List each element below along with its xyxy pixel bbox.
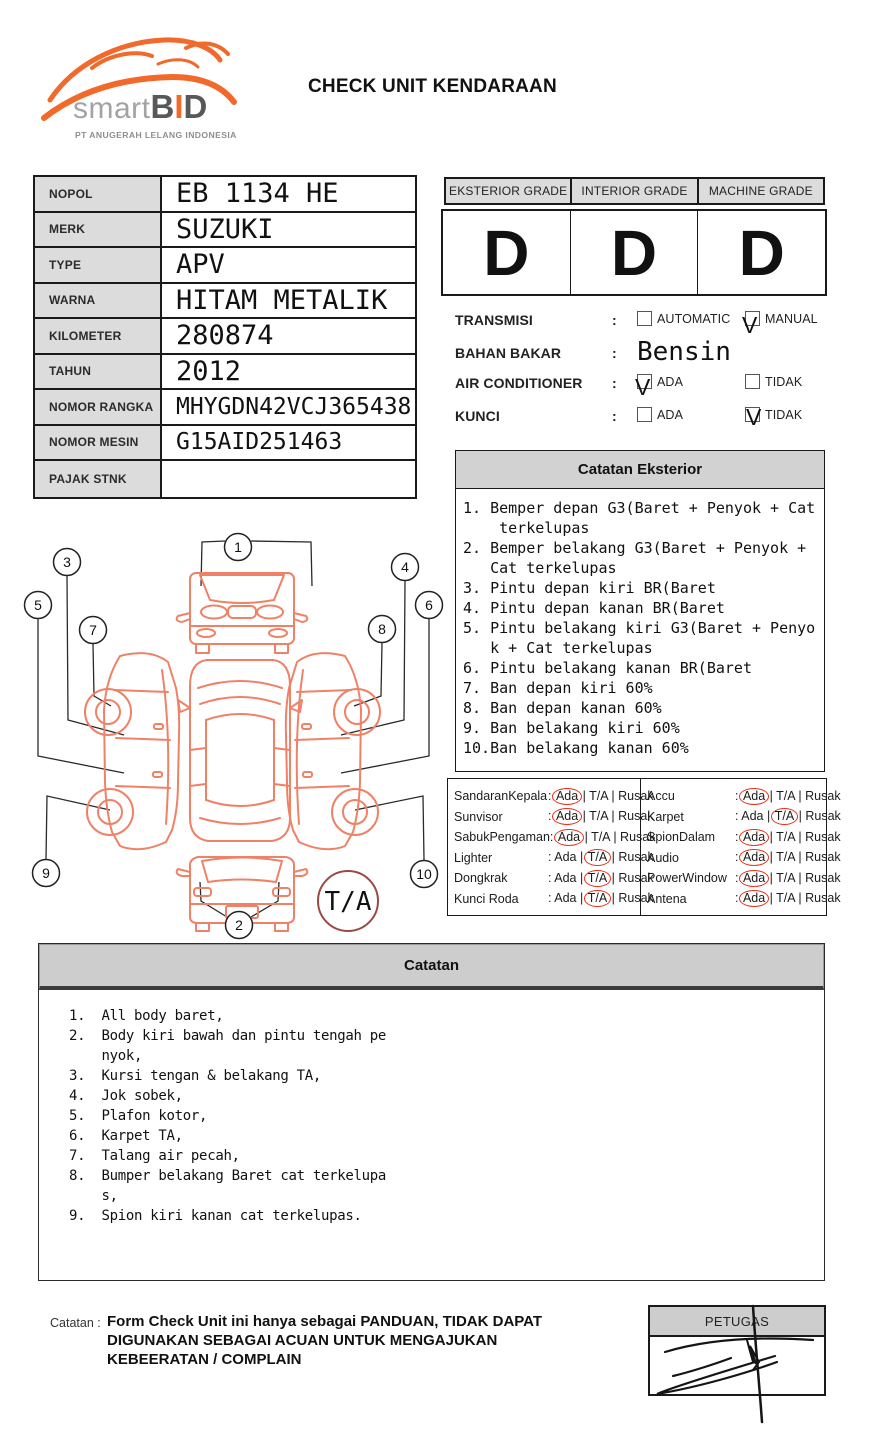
list-item: Antena : Ada | T/A | Rusak [647, 891, 841, 906]
option-rusak: Rusak [805, 891, 841, 906]
air-conditioner-row [455, 373, 827, 400]
row-label: NOPOL [35, 177, 162, 211]
automatic-checkbox [637, 311, 652, 326]
kunci-label: KUNCI [455, 408, 500, 424]
option-ta: T/A [771, 808, 798, 825]
manual-checkbox [742, 311, 760, 338]
table-row [35, 426, 415, 462]
option-rusak: Rusak [620, 829, 656, 844]
option-ada: Ada [552, 788, 582, 805]
option-rusak: Rusak [618, 850, 654, 865]
option-ada: Ada [739, 890, 769, 907]
svg-text:5: 5 [34, 597, 42, 613]
interior-grade-header: INTERIOR GRADE [572, 179, 698, 203]
number-markers [25, 534, 443, 939]
marker-1 [225, 534, 252, 561]
colon: : [612, 312, 617, 328]
option-ada: Ada [554, 891, 577, 906]
row-label: WARNA [35, 284, 162, 318]
grades-value-row [441, 209, 827, 296]
row-label: PAJAK STNK [35, 461, 162, 497]
kunci-ada-checkbox [637, 407, 652, 422]
kunci-tidak-checkbox [745, 404, 762, 430]
type-value: APV [176, 249, 225, 281]
automatic-choice [637, 311, 730, 326]
brand-d: D [183, 88, 208, 125]
colon: : [612, 345, 617, 361]
list-item: SandaranKepala : Ada | T/A | Rusak [454, 788, 654, 804]
transmisi-label: TRANSMISI [455, 312, 533, 328]
grades-header-row [444, 177, 825, 205]
vehicle-info-table [33, 175, 417, 499]
option-ada: Ada [739, 788, 769, 805]
kilometer-value: 280874 [176, 320, 274, 352]
car-right-side-view [286, 653, 380, 849]
option-rusak: Rusak [618, 891, 654, 906]
svg-text:9: 9 [42, 865, 50, 881]
catatan-eksterior-box [455, 450, 825, 772]
equipment-checklist [447, 778, 841, 916]
machine-grade-header: MACHINE GRADE [708, 184, 813, 198]
option-ta: T/A [776, 829, 795, 844]
manual-choice [742, 311, 818, 338]
interior-grade-value: D [571, 211, 699, 294]
option-ta: T/A [776, 891, 795, 906]
marker-10 [411, 861, 438, 888]
option-rusak: Rusak [805, 829, 841, 844]
ac-ada-checkbox [635, 374, 652, 400]
kunci-tidak-label: TIDAK [765, 407, 803, 422]
eksterior-grade-header: EKSTERIOR GRADE [446, 179, 572, 203]
svg-text:10: 10 [416, 866, 432, 882]
table-row [35, 319, 415, 355]
list-item: Sunvisor : Ada | T/A | Rusak [454, 809, 654, 824]
catatan-eksterior-list: 1. Bemper depan G3(Baret + Penyok + Cat terkelupas 2. Bemper belakang G3(Baret + Penyok + Cat terkelupas 3. Pintu depan kiri BR(Baret 4. Pintu depan kanan BR(Baret 5. Pintu belakang kiri G3(Baret + Penyo k + Cat terkelupas 6. Pintu belakang kanan BR(Baret 7. Ban depan kiri 60% 8. Ban depan kanan 60% 9. Ban belakang kiri 60% 10.Ban belakang kanan 60% [463, 499, 816, 757]
marker-8 [369, 616, 396, 643]
nopol-value: EB 1134 HE [176, 178, 339, 210]
option-ta: T/A [589, 809, 608, 824]
svg-text:2: 2 [235, 917, 243, 933]
list-item: Lighter : Ada | T/A | Rusak [454, 850, 654, 865]
row-label: TYPE [35, 248, 162, 282]
option-ta: T/A [591, 829, 610, 844]
table-row [35, 355, 415, 391]
nomor-mesin-value: G15AID251463 [176, 429, 343, 456]
tahun-value: 2012 [176, 355, 242, 387]
svg-text:8: 8 [378, 621, 386, 637]
option-ada: Ada [554, 850, 577, 865]
option-ada: Ada [739, 829, 769, 846]
list-item: Dongkrak : Ada | T/A | Rusak [454, 870, 654, 886]
colon: : [612, 375, 617, 391]
row-label: KILOMETER [35, 319, 162, 353]
option-ta: T/A [776, 788, 795, 803]
marker-9 [33, 860, 60, 887]
smartbid-logo [40, 26, 250, 162]
air-conditioner-label: AIR CONDITIONER [455, 375, 583, 391]
brand-smart: smart [73, 92, 151, 125]
kunci-ada-choice [637, 407, 683, 422]
catatan-eksterior-title: Catatan Eksterior [456, 451, 824, 489]
option-rusak: Rusak [805, 809, 841, 824]
ac-tidak-checkbox [745, 374, 760, 389]
pajak-stnk-value [162, 461, 415, 497]
option-ta: T/A [584, 890, 611, 907]
manual-label: MANUAL [765, 311, 818, 326]
table-row [35, 177, 415, 213]
option-ada: Ada [739, 849, 769, 866]
car-top-view [178, 660, 302, 841]
brand-b: B [150, 88, 175, 125]
marker-3 [54, 549, 81, 576]
bahan-bakar-label: BAHAN BAKAR [455, 345, 562, 361]
eksterior-grade-value: D [443, 211, 571, 294]
kunci-ada-label: ADA [657, 407, 684, 422]
svg-text:T/A: T/A [324, 887, 372, 917]
ta-stamp [318, 871, 378, 931]
table-row [35, 213, 415, 249]
option-rusak: Rusak [805, 788, 841, 803]
nomor-rangka-value: MHYGDN42VCJ365438 [176, 393, 412, 420]
svg-text:4: 4 [401, 559, 409, 575]
ac-tidak-choice [745, 374, 802, 389]
row-label: MERK [35, 213, 162, 247]
checklist-left-column [448, 779, 656, 915]
option-ada: Ada [552, 808, 582, 825]
option-ada: Ada [554, 829, 584, 846]
svg-text:3: 3 [63, 554, 71, 570]
catatan-title: Catatan [39, 944, 824, 990]
table-row [35, 284, 415, 320]
row-label: TAHUN [35, 355, 162, 389]
kunci-row [455, 406, 827, 428]
machine-grade-value: D [738, 216, 785, 289]
row-label: NOMOR MESIN [35, 426, 162, 460]
marker-7 [80, 617, 107, 644]
petugas-title: PETUGAS [650, 1307, 824, 1337]
leader-lines [38, 541, 429, 917]
marker-2 [226, 912, 253, 939]
checklist-right-column [641, 779, 841, 915]
brand-i: I [174, 88, 184, 125]
option-rusak: Rusak [618, 870, 654, 885]
page-title: CHECK UNIT KENDARAAN [308, 76, 557, 97]
list-item: SabukPengaman : Ada | T/A | Rusak [454, 829, 656, 845]
option-ta: T/A [589, 788, 608, 803]
kunci-tidak-choice [745, 404, 803, 430]
check-mark: V [635, 374, 651, 400]
row-label: NOMOR RANGKA [35, 390, 162, 424]
ac-tidak-label: TIDAK [765, 374, 803, 389]
marker-5 [25, 592, 52, 619]
option-ada: Ada [554, 870, 577, 885]
list-item: SpionDalam : Ada | T/A | Rusak [647, 829, 841, 845]
svg-text:6: 6 [425, 597, 433, 613]
option-rusak: Rusak [618, 809, 654, 824]
brand-tagline: PT ANUGERAH LELANG INDONESIA [75, 130, 237, 140]
check-mark: V [742, 312, 758, 338]
marker-4 [392, 554, 419, 581]
colon: : [612, 408, 617, 424]
table-row [35, 461, 415, 497]
list-item: Kunci Roda : Ada | T/A | Rusak [454, 891, 654, 906]
list-item: PowerWindow : Ada | T/A | Rusak [647, 870, 841, 886]
list-item: Accu : Ada | T/A | Rusak [647, 788, 841, 804]
option-rusak: Rusak [805, 850, 841, 865]
merk-value: SUZUKI [176, 213, 274, 245]
catatan-box [38, 943, 825, 1281]
option-rusak: Rusak [618, 788, 654, 803]
bahan-bakar-value: Bensin [637, 337, 731, 367]
footer-disclaimer: Form Check Unit ini hanya sebagai PANDUAN, TIDAK DAPAT DIGUNAKAN SEBAGAI ACUAN UNTUK MENGAJUKAN KEBEERATAN / COMPLAIN [107, 1313, 543, 1368]
table-row [35, 390, 415, 426]
marker-6 [416, 592, 443, 619]
option-ta: T/A [776, 870, 795, 885]
check-mark: V [746, 404, 762, 430]
footer-catatan-label: Catatan : [50, 1316, 101, 1330]
car-left-side-view [85, 653, 179, 849]
option-ada: Ada [741, 809, 764, 824]
automatic-label: AUTOMATIC [657, 311, 731, 326]
svg-text:7: 7 [89, 622, 97, 638]
warna-value: HITAM METALIK [176, 284, 388, 316]
ac-ada-label: ADA [657, 374, 684, 389]
car-front-view [177, 573, 308, 653]
brand-wordmark [73, 88, 207, 126]
car-damage-diagram [20, 520, 445, 945]
option-ta: T/A [584, 849, 611, 866]
option-ta: T/A [776, 850, 795, 865]
option-rusak: Rusak [805, 870, 841, 885]
option-ta: T/A [584, 870, 611, 887]
transmisi-row [455, 310, 827, 338]
petugas-box [648, 1305, 826, 1396]
bahan-bakar-row [455, 337, 827, 367]
catatan-list: 1. All body baret, 2. Body kiri bawah dan pintu tengah pe nyok, 3. Kursi tengan & belakang TA, 4. Jok sobek, 5. Plafon kotor, 6. Karpet TA, 7. Talang air pecah, 8. Bumper belakang Baret cat terkelupa s, 9. Spion kiri kanan cat terkelupas. [69, 1008, 387, 1224]
list-item: Karpet : Ada | T/A | Rusak [647, 809, 841, 824]
list-item: Audio : Ada | T/A | Rusak [647, 850, 841, 865]
table-row [35, 248, 415, 284]
ac-ada-choice [635, 374, 684, 400]
svg-text:1: 1 [234, 539, 242, 555]
option-ada: Ada [739, 870, 769, 887]
